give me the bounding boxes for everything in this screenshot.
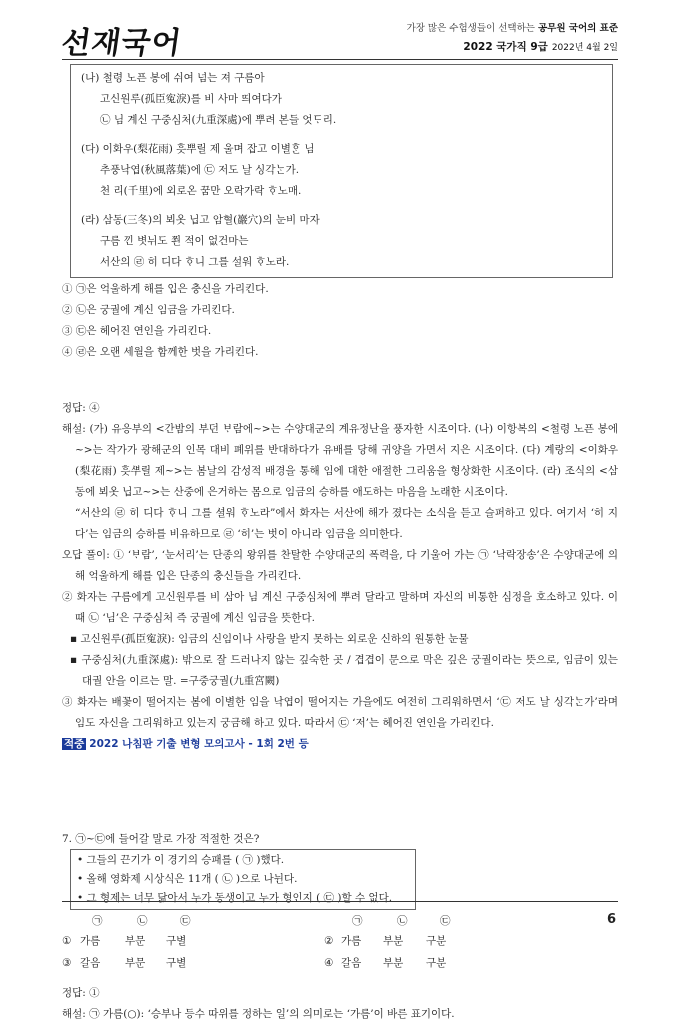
footer-divider <box>62 901 618 902</box>
poem-line: ㉡ 님 계신 구중심처(九重深處)에 뿌려 본들 엇ᄃᆞ리. <box>100 114 337 126</box>
poem-da <box>81 139 602 202</box>
answer-line: 정답: ① <box>62 987 100 999</box>
bullet-1: ▪ 고신원루(孤臣寃淚): 임금의 신임이나 사랑을 받지 못하는 외로운 신하의 원통한 눈물 <box>70 633 469 645</box>
answer-section <box>62 398 618 755</box>
tagline-bold: 공무원 국어의 표준 <box>537 23 618 34</box>
box-line: • 그들의 끈기가 이 경기의 승패를 ( ㉠ )했다. <box>77 854 285 866</box>
option-cell: 구분 <box>426 935 447 947</box>
option-header: ㉢ <box>440 915 451 927</box>
option-num: ③ <box>62 957 72 969</box>
option-cell: 부문 <box>125 957 146 969</box>
source-note <box>62 734 618 755</box>
logo: 선재국어 <box>59 26 184 61</box>
source-text: 2022 나침판 기출 변형 모의고사 - 1회 2번 등 <box>89 738 309 750</box>
poem-line: (라) 삼동(三冬)의 뵈옷 닙고 암혈(巖穴)의 눈비 마자 <box>81 214 320 226</box>
poem-line: 서산의 ㉣ 히 디다 ᄒᆞ니 그를 설워 ᄒᆞ노라. <box>100 256 290 268</box>
option-grid <box>62 911 618 977</box>
poem-box <box>70 64 613 278</box>
answer-line: 정답: ④ <box>62 402 100 414</box>
answer-choices <box>62 279 618 363</box>
explanation: 해설: ㉠ 가름(○): ‘승부나 등수 따위를 정하는 일’의 의미로는 ‘가름’이 바른 표기이다. <box>62 1008 455 1020</box>
question-stem: 7. ㉠~㉢에 들어갈 말로 가장 적절한 것은? <box>62 833 260 845</box>
option-cell: 부문 <box>125 935 146 947</box>
exam-name: 2022 국가직 9급 <box>463 41 548 53</box>
poem-line: (나) 철령 노픈 봉에 쉬여 넘는 져 구름아 <box>81 72 265 84</box>
header-info <box>407 20 618 54</box>
explanation: 해설: (가) 유응부의 <간밤의 부던 ᄇᆞ람에~>는 수양대군의 계유정난을 풍자한 시조이다. (나) 이항복의 <철령 노픈 봉에~>는 작가가 광해군의 인목 대비 폐위를 반대하다가 유배를 당해 귀양을 가면서 지은 시조이다. (다) 계랑의 <이화우(梨花雨) 흣ᄲᅮ릴 제~>는 봄날의 감성적 배경을 통해 임에 대한 애절한 그리움을 형상화한 시조이다. (라) 조식의 <삼동에 뵈옷 닙고~>는 산중에 은거하는 몸으로 임금의 승하를 애도하는 마음을 노래한 시조이다. <box>62 423 618 498</box>
option-num: ① <box>62 935 72 947</box>
choice-3: ③ ㉢은 헤어진 연인을 가리킨다. <box>62 325 212 337</box>
option-cell: 구별 <box>166 935 187 947</box>
question-7 <box>62 829 618 1025</box>
poem-line: 추풍낙엽(秋風落葉)에 ㉢ 저도 날 싱각ᄂᆞᆫ가. <box>100 164 300 176</box>
poem-line: (다) 이화우(梨花雨) 흣뿌릴 제 울며 잡고 이별ᄒᆞᆫ 님 <box>81 143 315 155</box>
option-num: ② <box>324 935 334 947</box>
option-cell: 부분 <box>383 957 404 969</box>
option-cell: 구분 <box>426 957 447 969</box>
note-2: ② 화자는 구름에게 고신원루를 비 삼아 님 계신 구중심처에 뿌려 달라고 말하며 자신의 비통한 심정을 호소하고 있다. 이때 ㉡ ‘님’은 구중심처 즉 궁궐에 계신 임금을 뜻한다. <box>62 591 618 624</box>
note-3: ③ 화자는 배꽃이 떨어지는 봄에 이별한 임을 낙엽이 떨어지는 가을에도 여전히 그리워하면서 ‘㉢ 저도 날 싱각ᄂᆞᆫ가’라며 임도 자신을 그리워하고 있는지 궁금해 하고 있다. 따라서 ㉢ ‘저’는 헤어진 연인을 가리킨다. <box>62 696 618 729</box>
page-content <box>62 64 618 1025</box>
page-number: 6 <box>606 912 616 927</box>
option-header: ㉡ <box>137 915 148 927</box>
poem-line: 천 리(千里)에 외로온 꿈만 오락가락 ᄒᆞ노매. <box>100 185 302 197</box>
choice-2: ② ㉡은 궁궐에 계신 임금을 가리킨다. <box>62 304 235 316</box>
option-header: ㉠ <box>92 915 103 927</box>
poem-ra <box>81 210 602 273</box>
option-cell: 부분 <box>383 935 404 947</box>
tagline-prefix: 가장 많은 수험생들이 선택하는 <box>406 23 535 34</box>
option-cell: 구별 <box>166 957 187 969</box>
option-header: ㉡ <box>397 915 408 927</box>
wrong-notes: 오답 풀이: ① ‘ᄇᆞ람’, ‘눈서리’는 단종의 왕위를 찬탈한 수양대군의 폭력을, 다 기울어 가는 ㉠ ‘낙락장송’은 수양대군에 의해 억울하게 해를 입은 단종의 충신들을 가리킨다. <box>62 549 618 582</box>
option-cell: 갈음 <box>80 957 101 969</box>
header-divider <box>62 59 618 60</box>
option-cell: 가름 <box>341 935 362 947</box>
box-line: • 올해 영화제 시상식은 11개 ( ㉡ )으로 나뉜다. <box>77 873 298 885</box>
option-header: ㉢ <box>180 915 191 927</box>
explanation-2: “서산의 ㉣ 히 디다 ᄒᆞ니 그를 셜워 ᄒᆞ노라”에서 화자는 서산에 해가 졌다는 소식을 듣고 슬퍼하고 있다. 여기서 ‘히 지다’는 임금의 승하를 비유하므로 ㉣ ‘히’는 벗이 아니라 임금을 의미한다. <box>75 507 618 540</box>
box-line: • 그 형제는 너무 닮아서 누가 동생이고 누가 형인지 ( ㉢ )할 수 없다. <box>77 892 393 904</box>
option-cell: 가름 <box>80 935 101 947</box>
source-tag: 적중 <box>64 738 85 750</box>
bullet-2: ▪ 구중심처(九重深處): 밖으로 잘 드러나지 않는 깊숙한 곳 / 겹겹이 문으로 막은 깊은 궁궐이라는 뜻으로, 임금이 있는 대궐 안을 이르는 말. =구중궁궐(九重宮闕) <box>70 654 618 687</box>
choice-1: ① ㉠은 억울하게 해를 입은 충신을 가리킨다. <box>62 283 269 295</box>
poem-line: 고신원루(孤臣寃淚)를 비 사마 띄여다가 <box>100 93 282 105</box>
option-cell: 갈음 <box>341 957 362 969</box>
poem-na <box>81 68 602 131</box>
answer-7 <box>62 983 618 1025</box>
exam-date: 2022년 4월 2일 <box>551 43 618 53</box>
option-header: ㉠ <box>352 915 363 927</box>
poem-line: 구름 낀 볏뉘도 쬔 적이 없건마는 <box>100 235 249 247</box>
option-num: ④ <box>324 957 334 969</box>
choice-4: ④ ㉣은 오랜 세월을 함께한 벗을 가리킨다. <box>62 346 259 358</box>
